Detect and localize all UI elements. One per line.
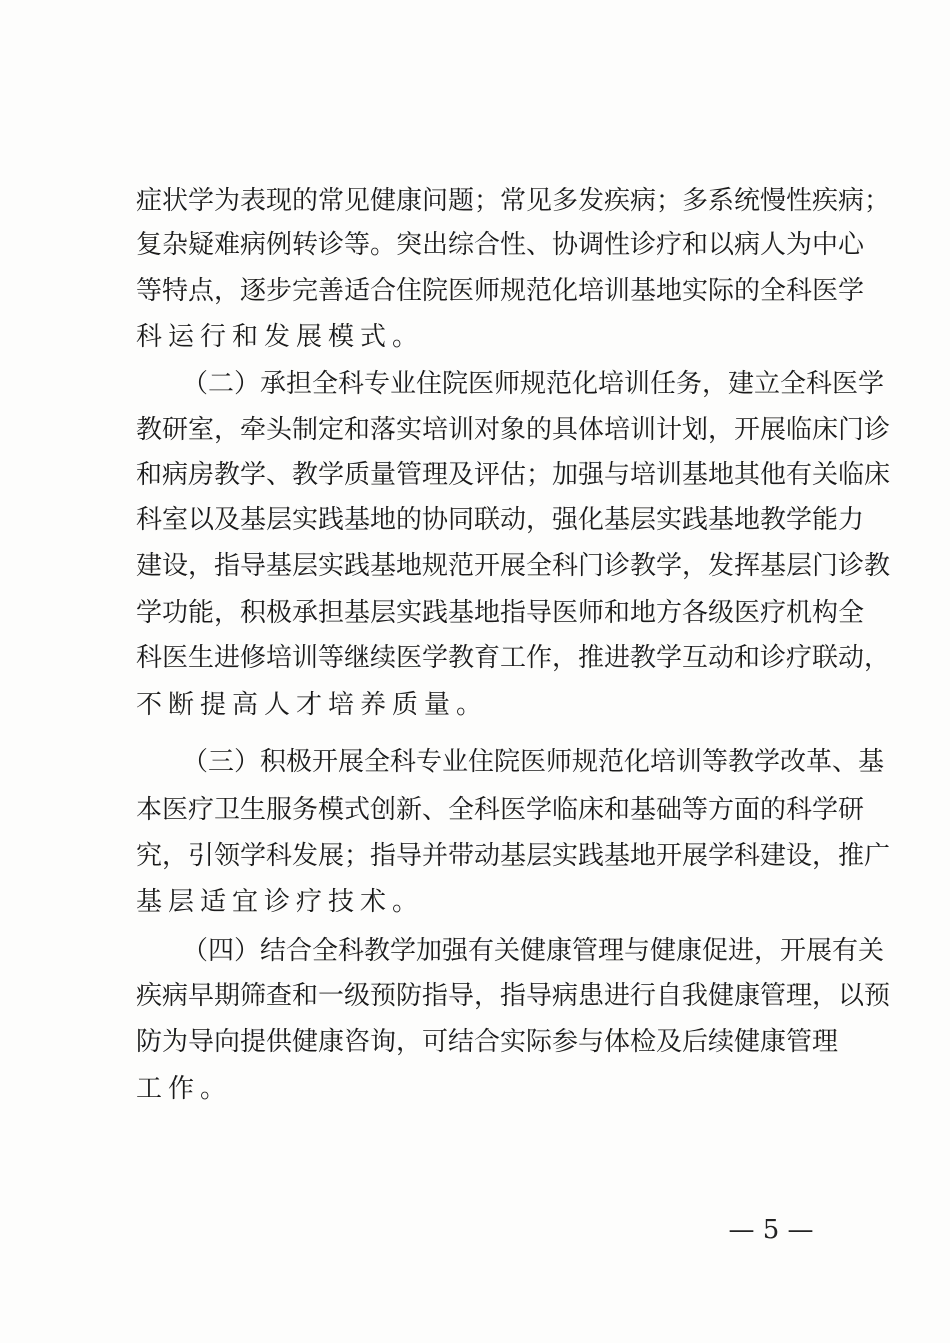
paragraph-2-line-3: 和病房教学、教学质量管理及评估；加强与培训基地其他有关临床 (136, 460, 891, 490)
paragraph-2-line-8: 不断提高人才培养质量。 (136, 690, 489, 720)
paragraph-2-line-4: 科室以及基层实践基地的协同联动，强化基层实践基地教学能力 (136, 505, 865, 535)
paragraph-2-line-1: （二）承担全科专业住院医师规范化培训任务，建立全科医学 (182, 369, 885, 399)
paragraph-3-line-1: （三）积极开展全科专业住院医师规范化培训等教学改革、基 (182, 747, 885, 777)
paragraph-2-line-6: 学功能，积极承担基层实践基地指导医师和地方各级医疗机构全 (136, 598, 865, 628)
paragraph-4-line-1: （四）结合全科教学加强有关健康管理与健康促进，开展有关 (182, 936, 885, 966)
paragraph-4-line-2: 疾病早期筛查和一级预防指导，指导病患进行自我健康管理，以预 (136, 981, 891, 1011)
paragraph-2-line-5: 建设，指导基层实践基地规范开展全科门诊教学，发挥基层门诊教 (136, 551, 891, 581)
paragraph-1-line-3: 等特点，逐步完善适合住院医师规范化培训基地实际的全科医学 (136, 276, 865, 306)
page-number: — 5 — (728, 1215, 814, 1245)
paragraph-1-line-4: 科运行和发展模式。 (136, 322, 425, 352)
paragraph-2-line-7: 科医生进修培训等继续医学教育工作，推进教学互动和诊疗联动， (136, 643, 891, 673)
paragraph-2-line-2: 教研室，牵头制定和落实培训对象的具体培训计划，开展临床门诊 (136, 415, 891, 445)
paragraph-3-line-4: 基层适宜诊疗技术。 (136, 887, 425, 917)
paragraph-4-line-3: 防为导向提供健康咨询，可结合实际参与体检及后续健康管理 (136, 1027, 839, 1057)
paragraph-1-line-2: 复杂疑难病例转诊等。突出综合性、协调性诊疗和以病人为中心 (136, 230, 865, 260)
paragraph-1-line-1: 症状学为表现的常见健康问题；常见多发疾病；多系统慢性疾病； (136, 186, 891, 216)
paragraph-4-line-4: 工作。 (136, 1074, 233, 1104)
paragraph-3-line-3: 究，引领学科发展；指导并带动基层实践基地开展学科建设，推广 (136, 841, 891, 871)
paragraph-3-line-2: 本医疗卫生服务模式创新、全科医学临床和基础等方面的科学研 (136, 795, 865, 825)
